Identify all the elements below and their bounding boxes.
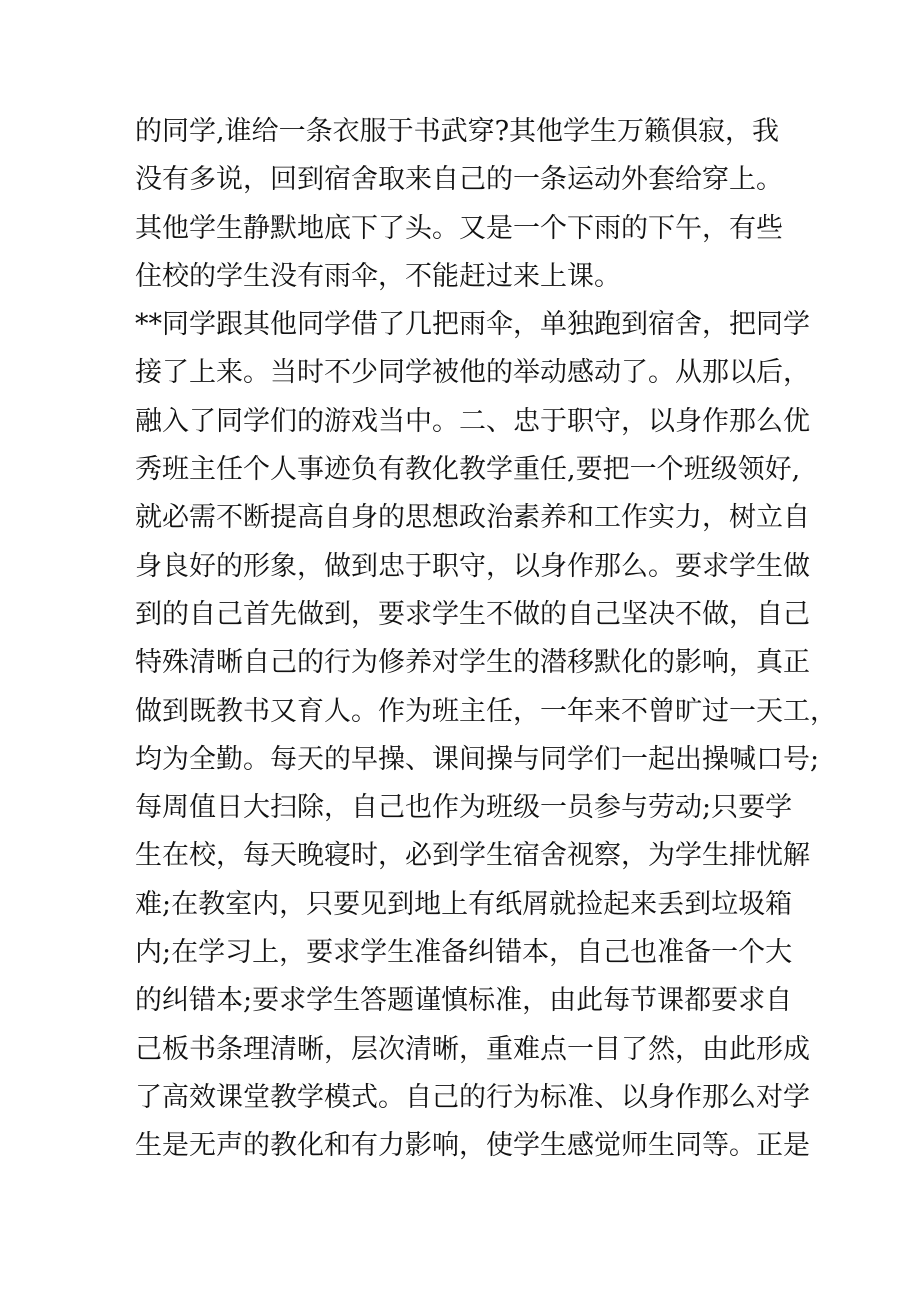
- text-line-18: 内;在学习上，要求学生准备纠错本，自己也准备一个大: [135, 937, 793, 969]
- text-line-9: 就必需不断提高自身的思想政治素养和工作实力，树立自: [135, 502, 810, 534]
- text-line-17: 难;在教室内，只要见到地上有纸屑就捡起来丢到垃圾箱: [135, 888, 793, 920]
- text-line-11: 到的自己首先做到，要求学生不做的自己坚决不做，自己: [135, 598, 810, 630]
- text-line-2: 没有多说，回到宿舍取来自己的一条运动外套给穿上。: [135, 164, 783, 196]
- text-line-22: 生是无声的教化和有力影响，使学生感觉师生同等。正是: [135, 1130, 810, 1162]
- text-line-15: 每周值日大扫除，自己也作为班级一员参与劳动;只要学: [135, 792, 793, 824]
- text-line-8: 秀班主任个人事迹负有教化教学重任,要把一个班级领好,: [135, 454, 801, 486]
- body-text: [135, 108, 837, 1171]
- text-line-13: 做到既教书又育人。作为班主任，一年来不曾旷过一天工，: [135, 695, 837, 727]
- text-line-20: 己板书条理清晰，层次清晰，重难点一目了然，由此形成: [135, 1033, 810, 1065]
- text-line-12: 特殊清晰自己的行为修养对学生的潜移默化的影响，真正: [135, 647, 810, 679]
- text-line-4: 住校的学生没有雨伞，不能赶过来上课。: [135, 260, 621, 292]
- text-line-3: 其他学生静默地底下了头。又是一个下雨的下午，有些: [135, 212, 783, 244]
- text-line-19: 的纠错本;要求学生答题谨慎标准，由此每节课都要求自: [135, 985, 793, 1017]
- text-line-5: **同学跟其他同学借了几把雨伞，单独跑到宿舍，把同学: [135, 309, 810, 341]
- text-line-7: 融入了同学们的游戏当中。二、忠于职守，以身作那么优: [135, 405, 810, 437]
- text-line-10: 身良好的形象，做到忠于职守，以身作那么。要求学生做: [135, 550, 810, 582]
- text-line-21: 了高效课堂教学模式。自己的行为标准、以身作那么对学: [135, 1081, 810, 1113]
- text-line-1: 的同学,谁给一条衣服于书武穿?其他学生万籁俱寂，我: [135, 116, 780, 147]
- text-line-14: 均为全勤。每天的早操、课间操与同学们一起出操喊口号;: [135, 743, 820, 775]
- text-line-6: 接了上来。当时不少同学被他的举动感动了。从那以后，: [135, 357, 810, 389]
- text-line-16: 生在校，每天晚寝时，必到学生宿舍视察，为学生排忧解: [135, 840, 810, 872]
